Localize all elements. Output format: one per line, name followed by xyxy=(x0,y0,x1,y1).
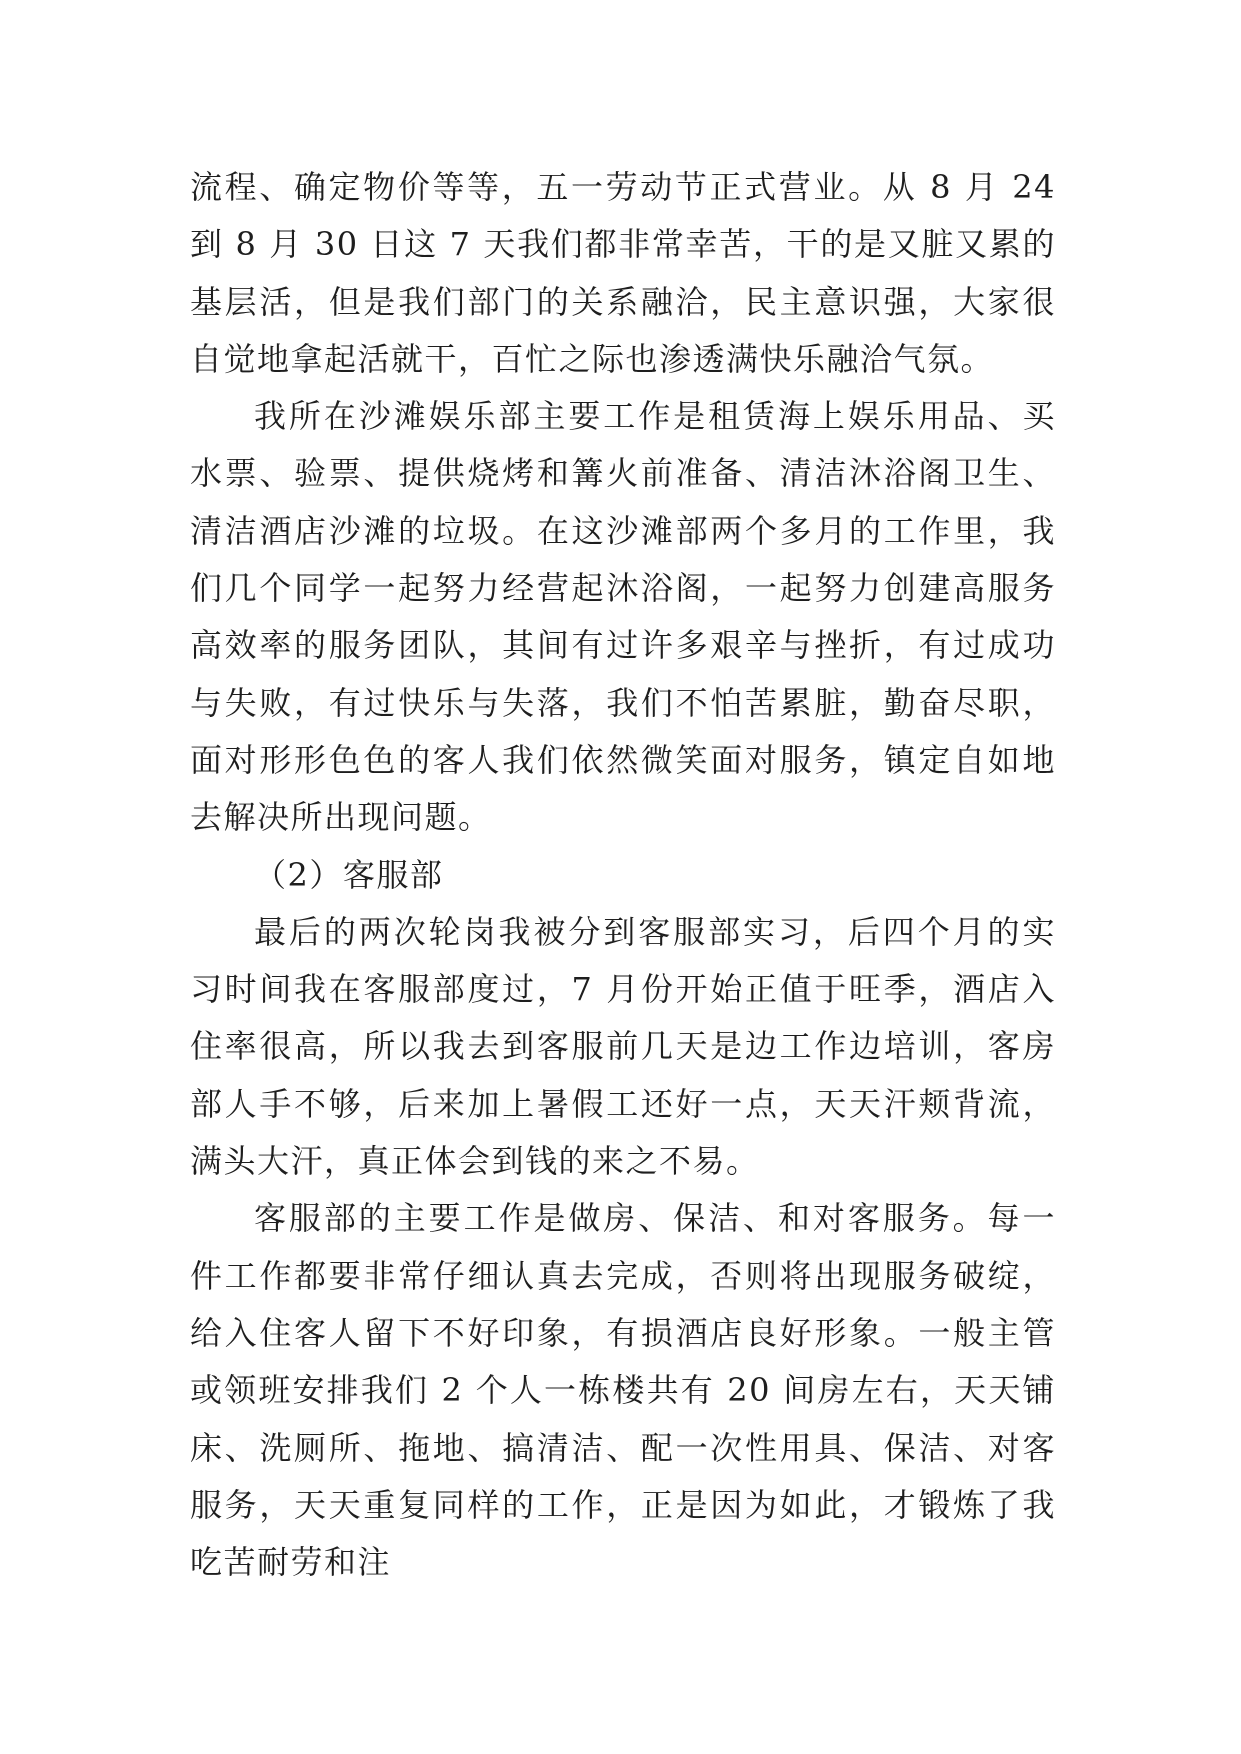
section-heading-customer-service: （2）客服部 xyxy=(254,855,444,894)
body-text xyxy=(190,159,1056,1591)
paragraph-main-duties: 客服部的主要工作是做房、保洁、和对客服务。每一件工作都要非常仔细认真去完成，否则将出现服务破绽，给入住客人留下不好印象，有损酒店良好形象。一般主管或领班安排我们 2 个人一栋楼共有 20 间房左右，天天铺床、洗厕所、拖地、搞清洁、配一次性用具、保洁、对客服务，天天重复同样的工作，正是因为如此，才锻炼了我吃苦耐劳和注 xyxy=(190,1199,1056,1582)
paragraph-continued: 流程、确定物价等等，五一劳动节正式营业。从 8 月 24 到 8 月 30 日这 7 天我们都非常幸苦，干的是又脏又累的基层活，但是我们部门的关系融洽，民主意识强，大家很自觉地拿起活就干，百忙之际也渗透满快乐融洽气氛。 xyxy=(190,168,1056,378)
paragraph-beach-department: 我所在沙滩娱乐部主要工作是租赁海上娱乐用品、买水票、验票、提供烧烤和篝火前准备、清洁沐浴阁卫生、清洁酒店沙滩的垃圾。在这沙滩部两个多月的工作里，我们几个同学一起努力经营起沐浴阁，一起努力创建高服务高效率的服务团队，其间有过许多艰辛与挫折，有过成功与失败，有过快乐与失落，我们不怕苦累脏，勤奋尽职，面对形形色色的客人我们依然微笑面对服务，镇定自如地去解决所出现问题。 xyxy=(190,397,1056,837)
paragraph-rotation: 最后的两次轮岗我被分到客服部实习，后四个月的实习时间我在客服部度过，7 月份开始正值于旺季，酒店入住率很高，所以我去到客服前几天是边工作边培训，客房部人手不够，后来加上暑假工还好一点，天天汗颊背流，满头大汗，真正体会到钱的来之不易。 xyxy=(190,912,1056,1181)
